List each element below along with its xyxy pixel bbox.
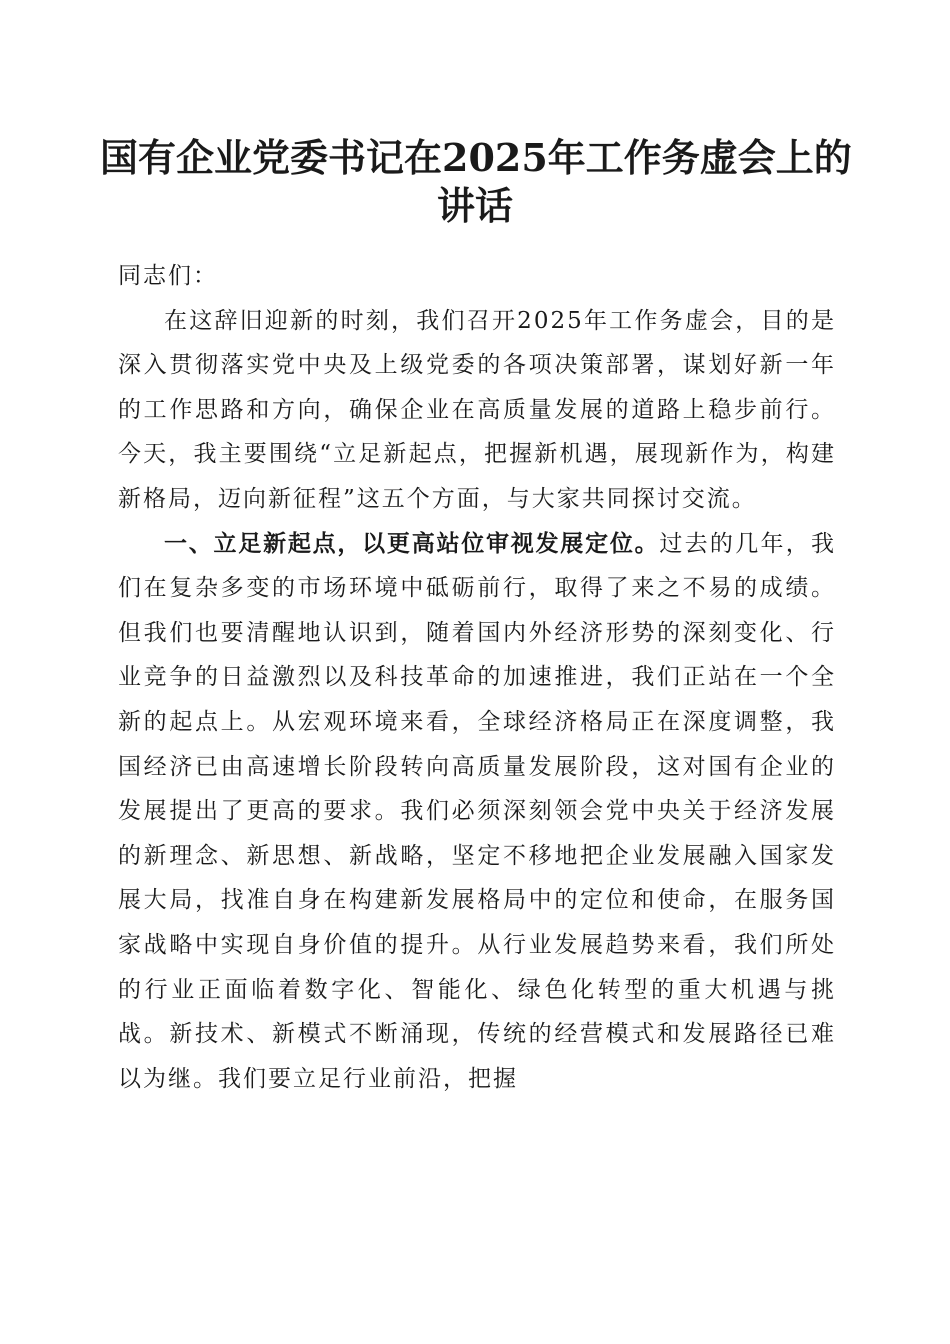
document-title [100,134,850,230]
salutation: 同志们： [118,263,218,289]
paragraph-intro: 在这辞旧迎新的时刻，我们召开2025年工作务虚会，目的是深入贯彻落实党中央及上级党委的各项决策部署，谋划好新一年的工作思路和方向，确保企业在高质量发展的道路上稳步前行。今天，我主要围绕“立足新起点，把握新机遇，展现新作为，构建新格局，迈向新征程”这五个方面，与大家共同探讨交流。 [118,307,836,512]
document-body [118,254,836,1101]
section-1-text: 过去的几年，我们在复杂多变的市场环境中砥砺前行，取得了来之不易的成绩。但我们也要清醒地认识到，随着国内外经济形势的深刻变化、行业竞争的日益激烈以及科技革命的加速推进，我们正站在一个全新的起点上。从宏观环境来看，全球经济格局正在深度调整，我国经济已由高速增长阶段转向高质量发展阶段，这对国有企业的发展提出了更高的要求。我们必须深刻领会党中央关于经济发展的新理念、新思想、新战略，坚定不移地把企业发展融入国家发展大局，找准自身在构建新发展格局中的定位和使命，在服务国家战略中实现自身价值的提升。从行业发展趋势来看，我们所处的行业正面临着数字化、智能化、绿色化转型的重大机遇与挑战。新技术、新模式不断涌现，传统的经营模式和发展路径已难以为继。我们要立足行业前沿，把握 [118,530,837,1092]
paragraph-section-1 [118,522,836,1102]
section-1-heading: 一、立足新起点，以更高站位审视发展定位。 [164,530,660,557]
title-line-1: 国有企业党委书记在2025年工作务虚会上的 [100,135,852,180]
title-line-2: 讲话 [436,183,513,228]
